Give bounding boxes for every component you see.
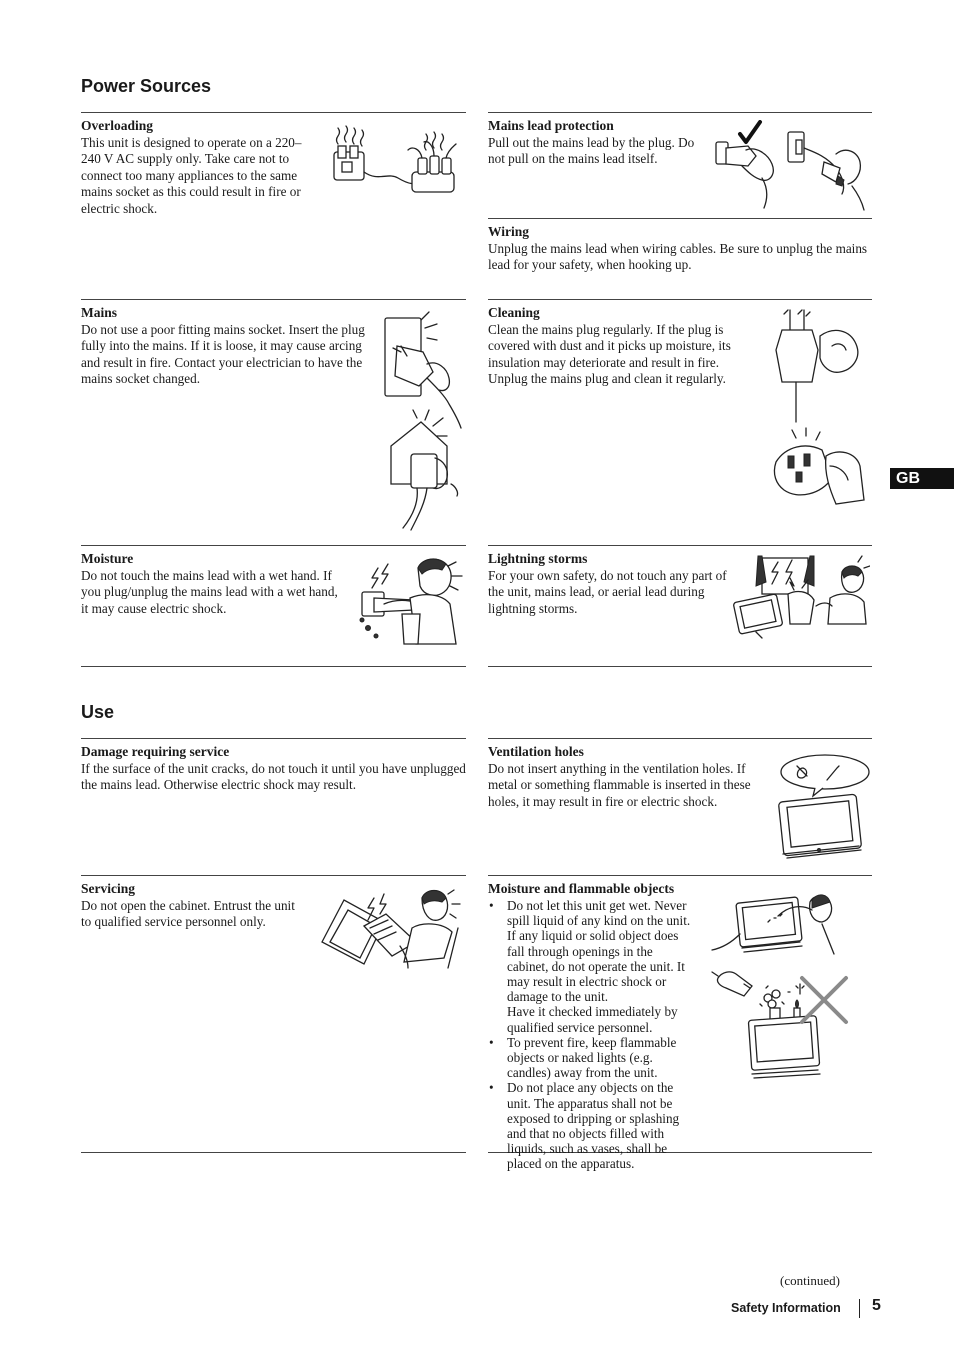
section-title: Wiring xyxy=(488,224,530,239)
cross-icon xyxy=(802,978,846,1022)
ventilation-holes-illustration xyxy=(775,752,873,864)
section-title: Mains xyxy=(81,305,118,320)
section-moisture xyxy=(81,550,346,617)
wet-hand-illustration xyxy=(354,554,466,650)
section-text: Do not open the cabinet. Entrust the unit to qualified service personnel only. xyxy=(81,898,295,930)
section-text: Unplug the mains lead when wiring cables. Be sure to unplug the mains lead for your safety, when hooking up. xyxy=(488,241,868,273)
bullet-text: • Do not place any objects on the unit. The apparatus shall not be exposed to dripping or splashing and that no objects filled with liquids, such as vases, shall be placed on the apparatus. xyxy=(507,1080,680,1172)
section-text: Do not use a poor fitting mains socket. Insert the plug fully into the mains. If it is loose, it may cause arcing and result in fire. Contact your electrician to have the mains socket changed. xyxy=(81,322,365,387)
section-mains-lead-protection xyxy=(488,117,710,168)
rule-moisture-flammable xyxy=(488,875,872,876)
bullet-text: Do not let this unit get wet. Never spill liquid of any kind on the unit. If any liquid or solid object does fall through openings in the cabinet, do not operate the unit. It may result in electric shock or damage to the unit. xyxy=(507,898,691,1005)
moisture-flammable-illustration xyxy=(708,892,858,1090)
section-text: Clean the mains plug regularly. If the plug is covered with dust and it picks up moisture, its insulation may deteriorate and result in fire. Unplug the mains plug and clean it regularly. xyxy=(488,322,731,387)
rule-servicing xyxy=(81,875,466,876)
section-text: If the surface of the unit cracks, do not touch it until you have unplugged the mains lead. Otherwise electric shock may result. xyxy=(81,761,466,793)
bullet-item: • To prevent fire, keep flammable objects or naked lights (e.g. candles) away from the unit. xyxy=(488,1035,697,1081)
section-title: Lightning storms xyxy=(488,551,588,566)
rule-cleaning xyxy=(488,299,872,300)
continued-note: (continued) xyxy=(780,1273,840,1288)
section-servicing xyxy=(81,880,301,931)
section-title: Servicing xyxy=(81,881,135,896)
lightning-storm-illustration xyxy=(732,552,870,640)
section-ventilation-holes xyxy=(488,743,772,810)
section-title: Ventilation holes xyxy=(488,744,584,759)
section-text: Do not insert anything in the ventilation holes. If metal or something flammable is inserted in these holes, it may result in fire or electric shock. xyxy=(488,761,751,809)
section-mains xyxy=(81,304,373,388)
bullet-note: Have it checked immediately by qualified service personnel. xyxy=(507,1004,678,1035)
page-number: 5 xyxy=(872,1297,881,1314)
rule-wiring xyxy=(488,218,872,219)
rule-ventilation xyxy=(488,738,872,739)
section-text: Pull out the mains lead by the plug. Do not pull on the mains lead itself. xyxy=(488,135,695,167)
section-damage-requiring-service xyxy=(81,743,466,794)
section-text: This unit is designed to operate on a 220–240 V AC supply only. Take care not to connect too many appliances to the same mains socket as this could result in fire or electric shock. xyxy=(81,135,302,216)
rule-lightning xyxy=(488,545,872,546)
section-cleaning xyxy=(488,304,758,388)
bullet-item xyxy=(488,898,697,1035)
checkmark-icon xyxy=(740,122,760,142)
bullet-item xyxy=(488,1080,872,1171)
rule-use-end-left xyxy=(81,1152,466,1153)
rule-damage xyxy=(81,738,466,739)
section-text: Do not touch the mains lead with a wet hand. If you plug/unplug the mains lead with a wet hand, it may cause electric shock. xyxy=(81,568,338,616)
section-title: Moisture xyxy=(81,551,134,566)
rule-power-end-left xyxy=(81,666,466,667)
heading-use: Use xyxy=(81,702,115,722)
servicing-illustration xyxy=(318,888,466,970)
section-title: Mains lead protection xyxy=(488,118,614,133)
section-lightning-storms xyxy=(488,550,728,617)
section-title: Damage requiring service xyxy=(81,744,230,759)
section-title: Overloading xyxy=(81,118,154,133)
rule-moisture xyxy=(81,545,466,546)
rule-mains xyxy=(81,299,466,300)
section-text: For your own safety, do not touch any part of the unit, mains lead, or aerial lead during lightning storms. xyxy=(488,568,727,616)
section-wiring xyxy=(488,223,872,274)
section-overloading xyxy=(81,117,321,217)
rule-overloading xyxy=(81,112,466,113)
cleaning-plug-illustration xyxy=(770,306,870,512)
section-title: Cleaning xyxy=(488,305,540,320)
language-tab: GB xyxy=(890,468,954,489)
rule-power-end-right xyxy=(488,666,872,667)
mains-lead-protection-illustration xyxy=(712,120,870,212)
heading-power-sources: Power Sources xyxy=(81,76,212,96)
rule-mains-lead xyxy=(488,112,872,113)
mains-socket-illustration xyxy=(381,308,467,534)
overloaded-socket-illustration xyxy=(328,122,458,202)
footer-divider xyxy=(859,1299,860,1318)
footer-section-title: Safety Information xyxy=(731,1301,841,1315)
section-title: Moisture and flammable objects xyxy=(488,881,675,896)
